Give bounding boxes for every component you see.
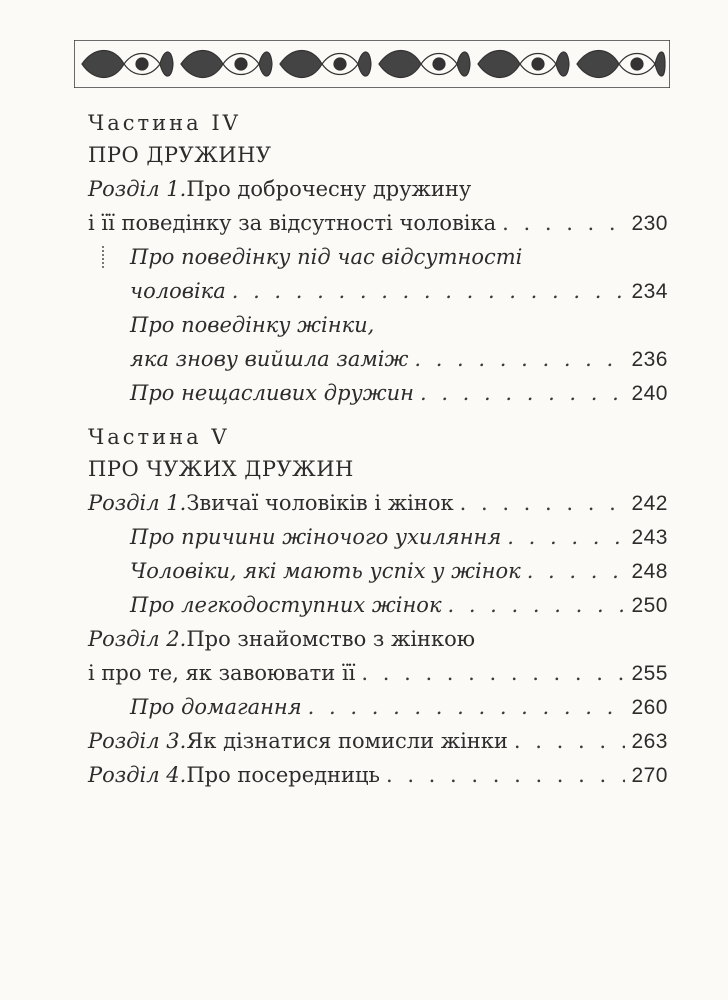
chapter-label: Розділ 1. [88,177,187,201]
toc-entry-part4-chapter1-cont[interactable] [88,206,668,240]
leader-dots [386,758,625,792]
page-number: 243 [631,526,668,549]
page-number: 260 [631,696,668,719]
toc-entry-part5-chapter4[interactable] [88,758,668,792]
page-number: 248 [631,560,668,583]
part-4-title: ПРО ДРУЖИНУ [88,143,272,167]
subentry-title: Про легкодоступних жінок [130,593,442,617]
leader-dots [460,486,626,520]
page-number: 250 [631,594,668,617]
leader-dots [361,656,625,690]
toc-entry-part5-chapter2-cont[interactable] [88,656,668,690]
chapter-label: Розділ 1. [88,491,187,515]
chapter-title: Про доброчесну дружину [186,177,472,201]
chapter-label: Розділ 4. [88,763,187,787]
subentry-title-cont: чоловіка [130,279,226,303]
leader-dots [507,520,625,554]
leader-dots [420,376,625,410]
toc-entry-part5-sub3[interactable] [88,588,668,622]
leader-dots [414,342,625,376]
chapter-title: Про посередниць [186,763,380,787]
floral-ornament-icon [74,40,670,88]
page-number: 263 [631,730,668,753]
chapter-label: Розділ 2. [88,627,187,651]
toc-entry-part5-chapter3[interactable] [88,724,668,758]
subentry-title: Про поведінку жінки, [130,313,375,337]
page-number: 242 [631,492,668,515]
subentry-title: Про нещасливих дружин [130,381,414,405]
toc-entry-part5-chapter2[interactable] [88,622,668,656]
subentry-title: Про поведінку під час відсутності [130,245,523,269]
leader-dots [527,554,626,588]
leader-dots [232,274,626,308]
leader-dots [502,206,625,240]
chapter-label: Розділ 3. [88,729,187,753]
chapter-title-cont: і її поведінку за відсутності чоловіка [88,211,497,235]
chapter-title-cont: і про те, як завоювати її [88,661,356,685]
page-number: 230 [631,212,668,235]
part-4-label: Частина IV [88,111,241,135]
toc-entry-part5-sub2[interactable] [88,554,668,588]
page-number: 255 [631,662,668,685]
page-number: 234 [631,280,668,303]
toc-entry-part5-sub4[interactable] [88,690,668,724]
page-number: 270 [631,764,668,787]
toc-entry-part4-sub2[interactable] [88,308,668,342]
page-number: 236 [631,348,668,371]
leader-dots [514,724,626,758]
toc-entry-part4-sub1[interactable] [88,240,668,274]
toc-entry-part4-chapter1[interactable] [88,172,668,206]
chapter-title: Звичаї чоловіків і жінок [186,491,454,515]
toc-entry-part4-sub3[interactable] [88,376,668,410]
subentry-title: Про домагання [130,695,302,719]
margin-mark-icon [102,246,106,268]
subentry-title: Чоловіки, які мають успіх у жінок [130,559,521,583]
toc-entry-part5-chapter1[interactable] [88,486,668,520]
chapter-title: Як дізнатися помисли жінки [186,729,508,753]
leader-dots [308,690,626,724]
page-number: 240 [631,382,668,405]
toc-entry-part4-sub1-cont[interactable] [88,274,668,308]
subentry-title-cont: яка знову вийшла заміж [130,347,409,371]
table-of-contents [88,104,668,792]
subentry-title: Про причини жіночого ухиляння [130,525,502,549]
chapter-title: Про знайомство з жінкою [186,627,476,651]
toc-entry-part5-sub1[interactable] [88,520,668,554]
leader-dots [447,588,625,622]
part-5-title: ПРО ЧУЖИХ ДРУЖИН [88,457,354,481]
toc-entry-part4-sub2-cont[interactable] [88,342,668,376]
part-5-label: Частина V [88,425,230,449]
